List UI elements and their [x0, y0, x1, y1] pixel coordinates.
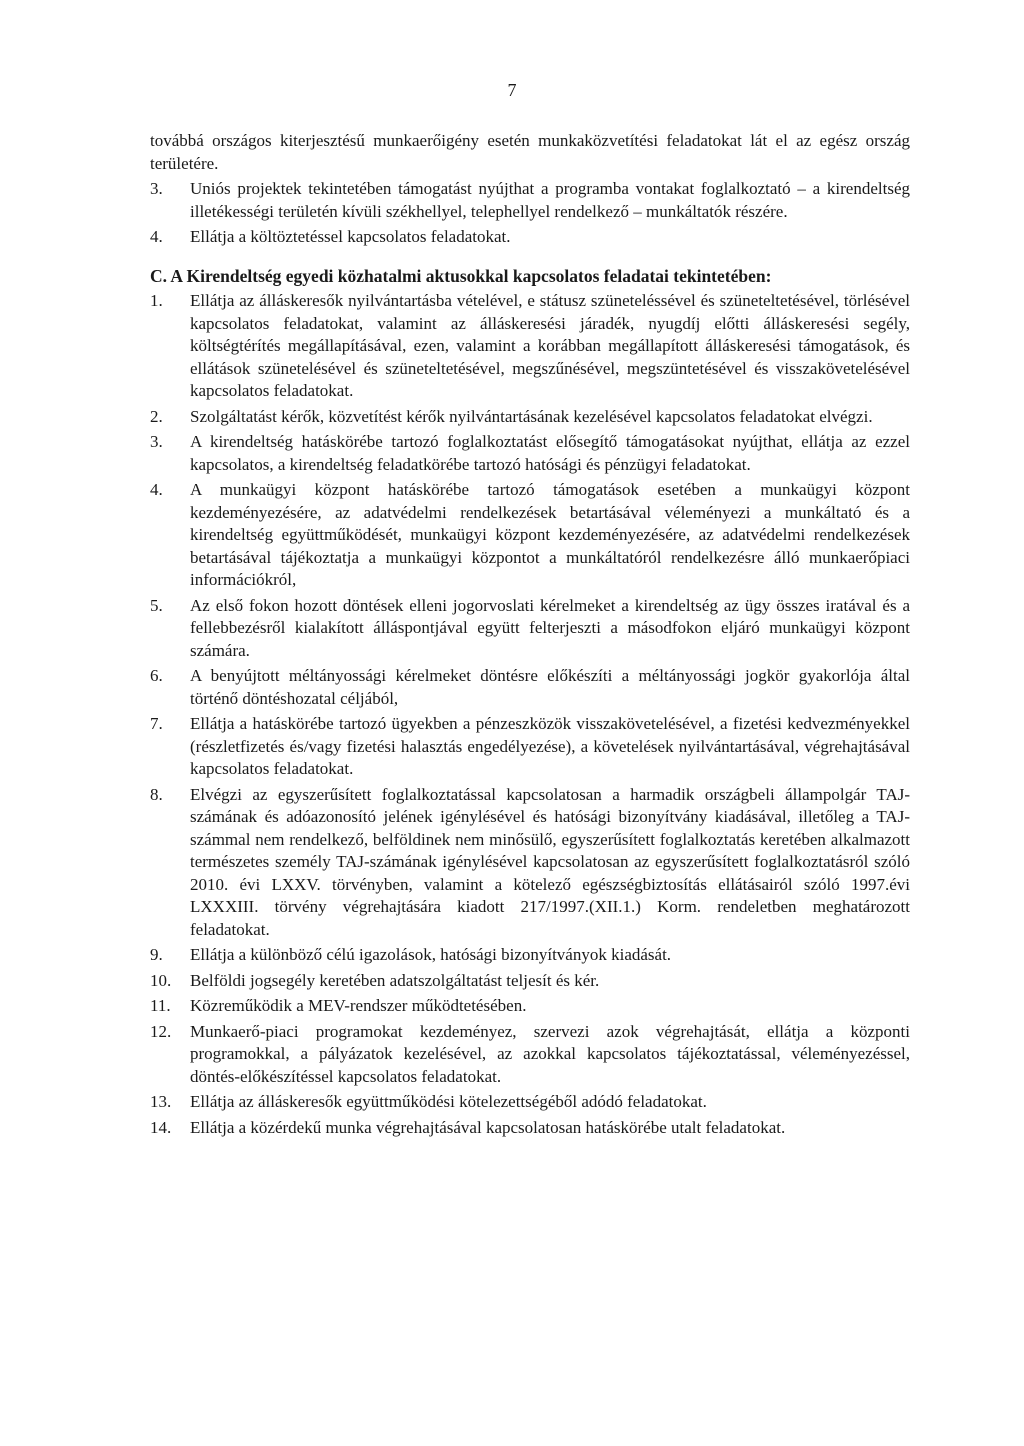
list-item-number: 11. [150, 996, 171, 1015]
list-item-text: Ellátja a hatáskörébe tartozó ügyekben a pénzeszközök visszakövetelésével, a fizetési kedvezményekkel (részletfizetés és/vagy fizetési halasztás engedélyezése), a követelések nyilvántartásával, végrehajtásával kapcsolatos feladatokat. [190, 714, 910, 778]
list-item-text: Munkaerő-piaci programokat kezdeményez, szervezi azok végrehajtását, ellátja a központi programokkal, a pályázatok kezelésével, az azokkal kapcsolatos tájékoztatással, véleményezéssel, döntés-előkészítéssel kapcsolatos feladatokat. [190, 1021, 910, 1086]
list-item-text: Ellátja a közérdekű munka végrehajtásával kapcsolatosan hatáskörébe utalt feladatokat. [190, 1117, 786, 1137]
section-c-heading: C. A Kirendeltség egyedi közhatalmi aktusokkal kapcsolatos feladatai tekintetében: [150, 265, 772, 286]
list-item-text: Ellátja az álláskeresők együttműködési kötelezettségéből adódó feladatokat. [190, 1092, 707, 1111]
list-item-text: A kirendeltség hatáskörébe tartozó foglalkoztatást elősegítő támogatásokat nyújthat, ellátja az ezzel kapcsolatos, a kirendeltség feladatkörébe tartozó hatósági és pénzügyi feladatokat. [190, 432, 910, 474]
list-item [150, 995, 910, 1018]
list-item-number: 9. [150, 945, 163, 964]
list-item-text: A benyújtott méltányossági kérelmeket döntésre előkészíti a méltányossági jogkör gyakorlója által történő döntéshozatal céljából, [190, 666, 910, 708]
list-item [150, 944, 910, 967]
numbered-list-section-c [150, 290, 910, 1139]
page-content [150, 130, 910, 1139]
list-item-text: Közreműködik a MEV-rendszer működtetésében. [190, 996, 527, 1015]
list-item-number: 3. [150, 179, 163, 198]
list-item-text: A munkaügyi központ hatáskörébe tartozó támogatások esetében a munkaügyi központ kezdeményezésére, az adatvédelmi rendelkezések betartásával véleményezi a munkáltató és a kirendeltség együttműködését, munkaügyi központ kezdeményezésére, az adatvédelmi rendelkezések betartásával tájékoztatja a munkaügyi központot a munkáltatóról rendelkezésre álló munkaerőpiaci információkról, [190, 480, 910, 589]
list-item-number: 12. [150, 1021, 172, 1041]
list-item [150, 226, 910, 249]
list-item [150, 406, 910, 429]
list-item [150, 1117, 910, 1140]
list-item-number: 2. [150, 406, 163, 426]
list-item [150, 784, 910, 942]
list-item-text: Uniós projektek tekintetében támogatást nyújthat a programba vontakat foglalkoztató – a kirendeltség illetékességi területén kívüli székhellyel, telephellyel rendelkező – munkáltatók részére. [190, 179, 910, 221]
list-item-text: Elvégzi az egyszerűsített foglalkoztatással kapcsolatosan a harmadik országbeli állampolgár TAJ-számának és adóazonosító jelének igénylésével és hatósági bizonyítvány kiadásával, illetőleg a TAJ-számmal nem rendelkező, belföldinek nem minősülő, egyszerűsített foglalkoztatás keretében alkalmazott természetes személy TAJ-számának igénylésével kapcsolatosan az egyszerűsített foglalkoztatásról szóló 2010. évi LXXV. törvényben, valamint a kötelező egészségbiztosítás ellátásairól szóló 1997.évi LXXXIII. törvény végrehajtására kiadott 217/1997.(XII.1.) Korm. rendeletben meghatározott feladatokat. [190, 784, 910, 939]
page-number: 7 [507, 80, 517, 100]
list-item [150, 178, 910, 223]
list-item [150, 1091, 910, 1114]
list-item-number: 13. [150, 1092, 172, 1111]
list-item-number: 4. [150, 227, 163, 246]
list-item-number: 4. [150, 480, 163, 499]
list-item [150, 970, 910, 993]
list-item [150, 1021, 910, 1089]
continuation-paragraph: továbbá országos kiterjesztésű munkaerőigény esetén munkaközvetítési feladatokat lát el az egész ország területére. [150, 131, 910, 173]
list-item [150, 713, 910, 781]
list-item-number: 6. [150, 666, 163, 685]
list-item [150, 479, 910, 592]
list-item-text: Ellátja az álláskeresők nyilvántartásba vételével, e státusz szüneteléssével és szüneteltetésével, törlésével kapcsolatos feladatokat, valamint az álláskeresési járadék, nyugdíj előtti álláskeresési segély, költségtérítés megállapításával, ezen, valamint a korábban megállapított álláskeresési támogatások, és ellátások szünetelésével és szüneteltetésével, megszűnésével, megszüntetésével és visszakövetelésével kapcsolatos feladatokat. [190, 291, 910, 400]
list-item-text: Ellátja a költöztetéssel kapcsolatos feladatokat. [190, 227, 511, 246]
list-item-number: 3. [150, 432, 163, 451]
list-item [150, 290, 910, 403]
list-item [150, 665, 910, 710]
list-item-number: 5. [150, 595, 163, 615]
list-item-number: 10. [150, 970, 172, 990]
list-item [150, 431, 910, 476]
list-item [150, 595, 910, 663]
numbered-list-previous-section [150, 178, 910, 249]
list-item-text: Ellátja a különböző célú igazolások, hatósági bizonyítványok kiadását. [190, 945, 672, 964]
list-item-text: Belföldi jogsegély keretében adatszolgáltatást teljesít és kér. [190, 970, 600, 990]
list-item-number: 8. [150, 784, 163, 804]
list-item-text: Szolgáltatást kérők, közvetítést kérők nyilvántartásának kezelésével kapcsolatos feladatokat elvégzi. [190, 406, 873, 426]
list-item-text: Az első fokon hozott döntések elleni jogorvoslati kérelmeket a kirendeltség az ügy összes iratával és a fellebbezésről kialakított álláspontjával együtt felterjeszti a másodfokon eljáró munkaügyi központ számára. [190, 595, 910, 660]
list-item-number: 14. [150, 1117, 172, 1137]
list-item-number: 1. [150, 291, 163, 310]
list-item-number: 7. [150, 714, 163, 733]
